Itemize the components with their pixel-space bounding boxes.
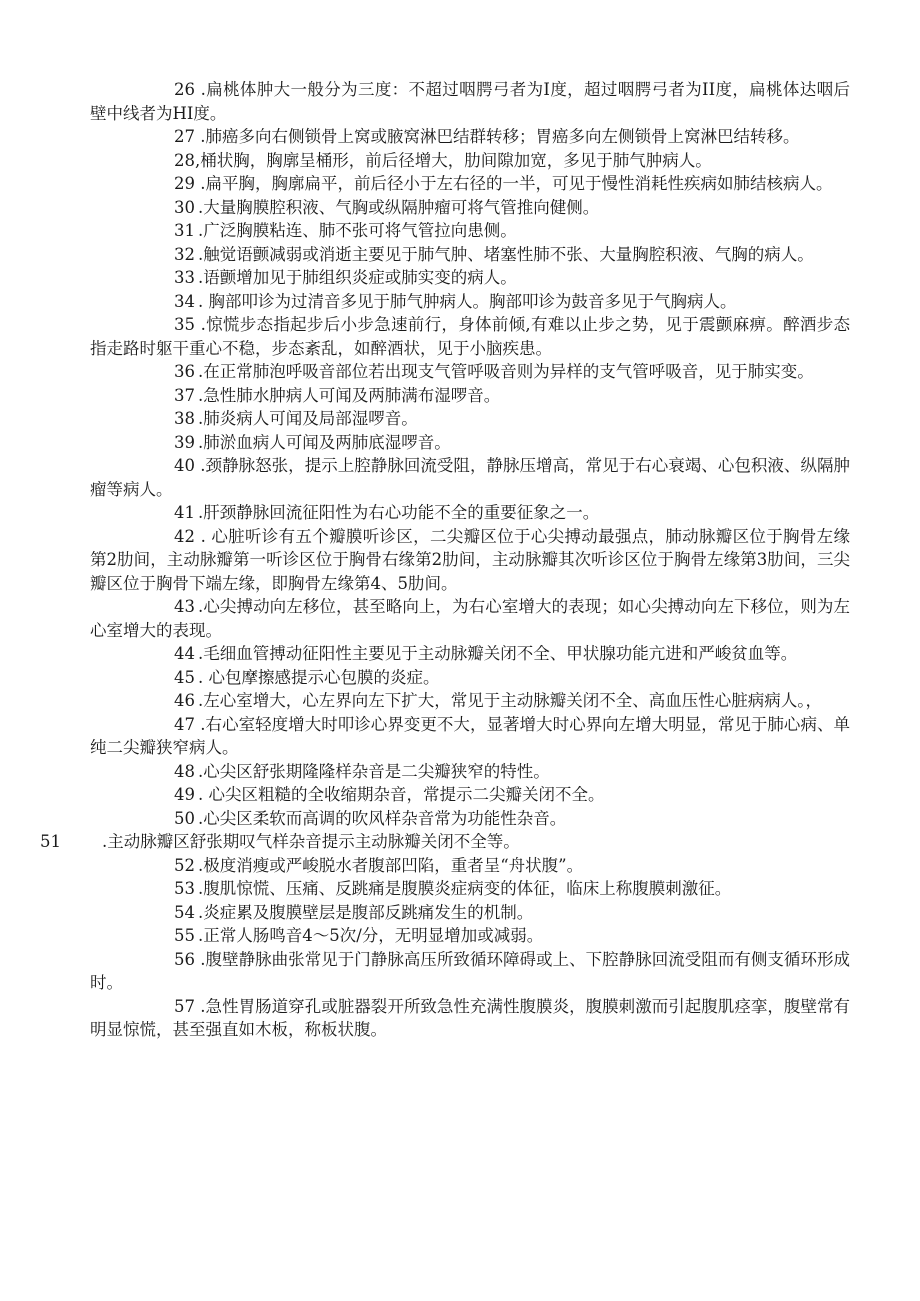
list-item-46: 46 .左心室增大，心左界向左下扩大，常见于主动脉瓣关闭不全、高血压性心脏病病人。， [174, 691, 822, 710]
list-item-47: 47 .右心室轻度增大时叩诊心界变更不大，显著增大时心界向左增大明显，常见于肺心病、单纯二尖瓣狭窄病人。 [90, 714, 851, 757]
list-item-41: 41 .肝颈静脉回流征阳性为右心功能不全的重要征象之一。 [174, 503, 600, 522]
list-item-53: 53 .腹肌惊慌、压痛、反跳痛是腹膜炎症病变的体征，临床上称腹膜刺激征。 [174, 879, 732, 898]
list-item-56: 56 .腹壁静脉曲张常见于门静脉高压所致循环障碍或上、下腔静脉回流受阻而有侧支循环形成时。 [90, 949, 851, 992]
list-item-55: 55 .正常人肠鸣音4～5次/分，无明显增加或减弱。 [174, 926, 544, 945]
list-item-38: 38 .肺炎病人可闻及局部湿啰音。 [174, 409, 418, 428]
list-item-43: 43 .心尖搏动向左移位，甚至略向上，为右心室增大的表现；如心尖搏动向左下移位，则为左心室增大的表现。 [90, 597, 850, 640]
list-item-35: 35 .惊慌步态指起步后小步急速前行，身体前倾,有难以止步之势，见于震颤麻痹。醉酒步态指走路时躯干重心不稳，步态紊乱，如醉酒状，见于小脑疾患。 [90, 315, 850, 358]
list-item-44: 44 .毛细血管搏动征阳性主要见于主动脉瓣关闭不全、甲状腺功能亢进和严峻贫血等。 [174, 644, 798, 663]
list-item-26: 26 .扁桃体肿大一般分为三度：不超过咽腭弓者为I度，超过咽腭弓者为II度，扁桃体达咽后壁中线者为HI度。 [90, 80, 850, 123]
list-item-40: 40 .颈静脉怒张，提示上腔静脉回流受阻，静脉压增高，常见于右心衰竭、心包积液、纵隔肿瘤等病人。 [90, 456, 851, 499]
numbered-list [40, 78, 851, 1042]
list-item-29: 29 .扁平胸，胸廓扁平，前后径小于左右径的一半，可见于慢性消耗性疾病如肺结核病人。 [174, 174, 833, 193]
list-item-30: 30 .大量胸膜腔积液、气胸或纵隔肿瘤可将气管推向健侧。 [174, 197, 600, 217]
list-item-31: 31 .广泛胸膜粘连、肺不张可将气管拉向患侧。 [174, 221, 517, 240]
list-item-57: 57 .急性胃肠道穿孔或脏器裂开所致急性充满性腹膜炎，腹膜刺激而引起腹肌痉挛，腹壁常有明显惊慌，甚至强直如木板，称板状腹。 [90, 996, 851, 1039]
list-item-36: 36 .在正常肺泡呼吸音部位若出现支气管呼吸音则为异样的支气管呼吸音，见于肺实变。 [174, 362, 814, 381]
list-item-34: 34 . 胸部叩诊为过清音多见于肺气肿病人。胸部叩诊为鼓音多见于气胸病人。 [174, 291, 737, 311]
list-item-37: 37 .急性肺水肿病人可闻及两肺满布湿啰音。 [174, 385, 501, 405]
list-item-48: 48 .心尖区舒张期隆隆样杂音是二尖瓣狭窄的特性。 [174, 761, 550, 781]
list-item-32: 32 .触觉语颤减弱或消逝主要见于肺气肿、堵塞性肺不张、大量胸腔积液、气胸的病人。 [174, 244, 814, 264]
list-item-52: 52 .极度消瘦或严峻脱水者腹部凹陷，重者呈“舟状腹”。 [174, 855, 584, 875]
list-item-54: 54 .炎症累及腹膜壁层是腹部反跳痛发生的机制。 [174, 902, 534, 922]
list-item-51: 51 .主动脉瓣区舒张期叹气样杂音提示主动脉瓣关闭不全等。 [40, 832, 520, 851]
list-item-33: 33 .语颤增加见于肺组织炎症或肺实变的病人。 [174, 268, 517, 287]
list-item-42: 42 . 心脏听诊有五个瓣膜听诊区，二尖瓣区位于心尖搏动最强点，肺动脉瓣区位于胸骨左缘第2肋间，主动脉瓣第一听诊区位于胸骨右缘第2肋间，主动脉瓣其次听诊区位于胸骨左缘第3肋间，三尖瓣区位于胸骨下端左缘，即胸骨左缘第4、5肋间。 [90, 526, 850, 593]
list-item-28: 28,桶状胸，胸廓呈桶形，前后径增大，肋间隙加宽，多见于肺气肿病人。 [174, 150, 712, 170]
list-item-50: 50 .心尖区柔软而高调的吹风样杂音常为功能性杂音。 [174, 808, 567, 828]
list-item-27: 27 .肺癌多向右侧锁骨上窝或腋窝淋巴结群转移；胃癌多向左侧锁骨上窝淋巴结转移。 [174, 127, 800, 146]
list-item-45: 45 . 心包摩擦感提示心包膜的炎症。 [174, 667, 440, 687]
list-item-49: 49 . 心尖区粗糙的全收缩期杂音，常提示二尖瓣关闭不全。 [174, 785, 605, 804]
list-item-39: 39 .肺淤血病人可闻及两肺底湿啰音。 [174, 432, 451, 452]
